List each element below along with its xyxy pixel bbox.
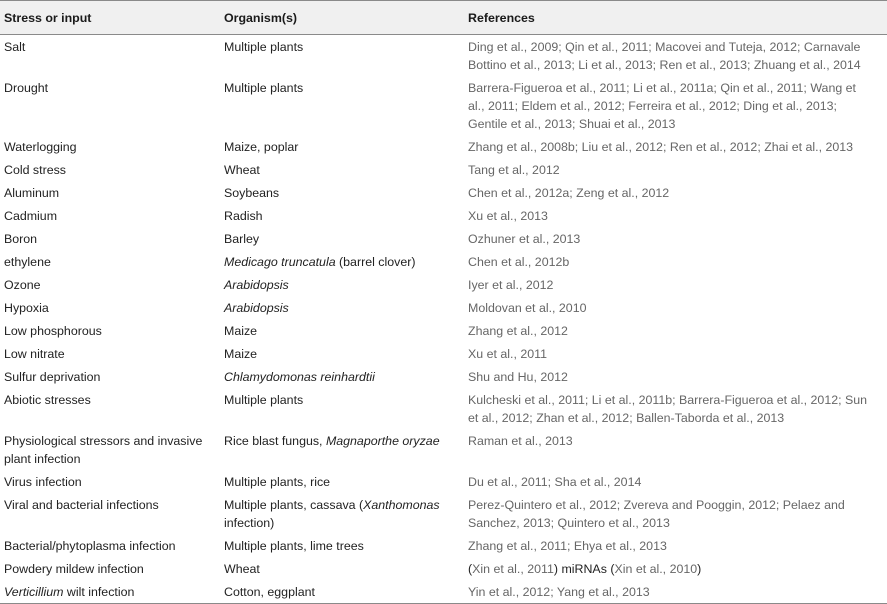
stress-cell: Drought	[4, 81, 49, 95]
table-header-row	[0, 1, 887, 35]
header-references: References	[468, 10, 535, 25]
organism-cell: Multiple plants	[224, 393, 304, 407]
references-cell: Yin et al., 2012; Yang et al., 2013	[468, 585, 650, 599]
organism-cell: Wheat	[224, 163, 260, 177]
organism-cell: Chlamydomonas reinhardtii	[224, 370, 375, 384]
stress-cell: Bacterial/phytoplasma infection	[4, 539, 176, 553]
organism-cell: Radish	[224, 209, 263, 223]
stress-cell: Powdery mildew infection	[4, 562, 144, 576]
organism-cell: Cotton, eggplant	[224, 585, 315, 599]
organism-cell	[220, 250, 464, 273]
references-cell	[464, 557, 887, 580]
table-row	[0, 273, 887, 296]
stress-cell: Salt	[4, 40, 26, 54]
table-row	[0, 557, 887, 580]
stress-cell: Cadmium	[4, 209, 58, 223]
references-cell: Kulcheski et al., 2011; Li et al., 2011b; Barrera-Figueroa et al., 2012; Sun et al., 2012; Zhan et al., 2012; Ballen-Taborda et al., 2013	[468, 393, 868, 425]
references-cell: Ding et al., 2009; Qin et al., 2011; Macovei and Tuteja, 2012; Carnavale Bottino et al., 2013; Li et al., 2013; Ren et al., 2013; Zhuang et al., 2014	[468, 40, 861, 72]
header-organism: Organism(s)	[224, 10, 297, 25]
table-row	[0, 35, 887, 77]
references-cell: Zhang et al., 2011; Ehya et al., 2013	[468, 539, 667, 553]
table-row	[0, 135, 887, 158]
stress-cell: Ozone	[4, 278, 41, 292]
table-row	[0, 493, 887, 534]
organism-cell: Arabidopsis	[224, 301, 289, 315]
stress-cell: Cold stress	[4, 163, 66, 177]
references-cell: Chen et al., 2012b	[468, 255, 570, 269]
organism-cell: Multiple plants, rice	[224, 475, 331, 489]
table-row	[0, 319, 887, 342]
organism-species-name: Xanthomonas	[363, 498, 440, 512]
organism-cell: Multiple plants	[224, 81, 304, 95]
table-row	[0, 534, 887, 557]
table-row	[0, 76, 887, 135]
table-row	[0, 227, 887, 250]
organism-common-name: Multiple plants, cassava (	[224, 498, 364, 512]
references-cell: Ozhuner et al., 2013	[468, 232, 581, 246]
table-row	[0, 470, 887, 493]
stress-cell	[0, 580, 220, 604]
references-cell: Shu and Hu, 2012	[468, 370, 568, 384]
references-cell: Moldovan et al., 2010	[468, 301, 587, 315]
organism-cell: Maize	[224, 347, 258, 361]
organism-cell: Maize, poplar	[224, 140, 299, 154]
stress-cell: Hypoxia	[4, 301, 49, 315]
organism-cell: Maize	[224, 324, 258, 338]
table-row	[0, 250, 887, 273]
stress-cell: Waterlogging	[4, 140, 77, 154]
table-row	[0, 388, 887, 429]
table-row	[0, 158, 887, 181]
stress-genus-name: Verticillium	[4, 585, 64, 599]
citation-link[interactable]: Xin et al., 2011	[472, 562, 554, 576]
references-cell: Du et al., 2011; Sha et al., 2014	[468, 475, 642, 489]
organism-species-name: Magnaporthe oryzae	[325, 434, 440, 448]
stress-cell: Sulfur deprivation	[4, 370, 101, 384]
organism-common-name: Rice blast fungus,	[224, 434, 326, 448]
citation-text: ) miRNAs (	[553, 562, 615, 576]
stress-cell: Physiological stressors and invasive plant infection	[4, 434, 203, 466]
references-cell: Zhang et al., 2008b; Liu et al., 2012; Ren et al., 2012; Zhai et al., 2013	[468, 140, 854, 154]
stress-cell: Boron	[4, 232, 38, 246]
citation-link[interactable]: Xin et al., 2010	[614, 562, 698, 576]
organism-cell: Multiple plants, lime trees	[224, 539, 364, 553]
organism-cell: Soybeans	[224, 186, 280, 200]
organism-cell: Wheat	[224, 562, 260, 576]
stress-cell: Low nitrate	[4, 347, 65, 361]
stress-rest: wilt infection	[63, 585, 135, 599]
table-row	[0, 365, 887, 388]
organism-cell: Multiple plants	[224, 40, 304, 54]
table-row	[0, 296, 887, 319]
stress-cell: Aluminum	[4, 186, 60, 200]
organism-cell: Arabidopsis	[224, 278, 289, 292]
header-stress: Stress or input	[4, 10, 92, 25]
references-cell: Xu et al., 2011	[468, 347, 547, 361]
table-row	[0, 181, 887, 204]
stress-cell: Low phosphorous	[4, 324, 102, 338]
table-row	[0, 429, 887, 470]
references-cell: Zhang et al., 2012	[468, 324, 568, 338]
organism-species-name: Medicago truncatula	[224, 255, 336, 269]
references-cell: Tang et al., 2012	[468, 163, 560, 177]
table-row	[0, 204, 887, 227]
references-cell: Raman et al., 2013	[468, 434, 573, 448]
organism-cell: Barley	[224, 232, 260, 246]
stress-cell: Abiotic stresses	[4, 393, 91, 407]
table-row	[0, 580, 887, 604]
paren-open: (	[468, 562, 473, 576]
references-cell: Xu et al., 2013	[468, 209, 548, 223]
organism-suffix: infection)	[224, 516, 275, 530]
organism-cell	[220, 429, 464, 470]
organism-common-name: (barrel clover)	[335, 255, 416, 269]
stress-cell: Virus infection	[4, 475, 82, 489]
references-cell: Barrera-Figueroa et al., 2011; Li et al., 2011a; Qin et al., 2011; Wang et al., 2011; Eldem et al., 2012; Ferreira et al., 2012; Ding et al., 2013; Gentile et al., 2013; Shuai et al., 2013	[468, 81, 857, 131]
references-cell: Iyer et al., 2012	[468, 278, 554, 292]
paren-close: )	[697, 562, 702, 576]
references-cell: Chen et al., 2012a; Zeng et al., 2012	[468, 186, 670, 200]
stress-cell: Viral and bacterial infections	[4, 498, 159, 512]
organism-cell	[220, 493, 464, 534]
stress-cell: ethylene	[4, 255, 51, 269]
table-row	[0, 342, 887, 365]
references-cell: Perez-Quintero et al., 2012; Zvereva and Pooggin, 2012; Pelaez and Sanchez, 2013; Quintero et al., 2013	[468, 498, 845, 530]
